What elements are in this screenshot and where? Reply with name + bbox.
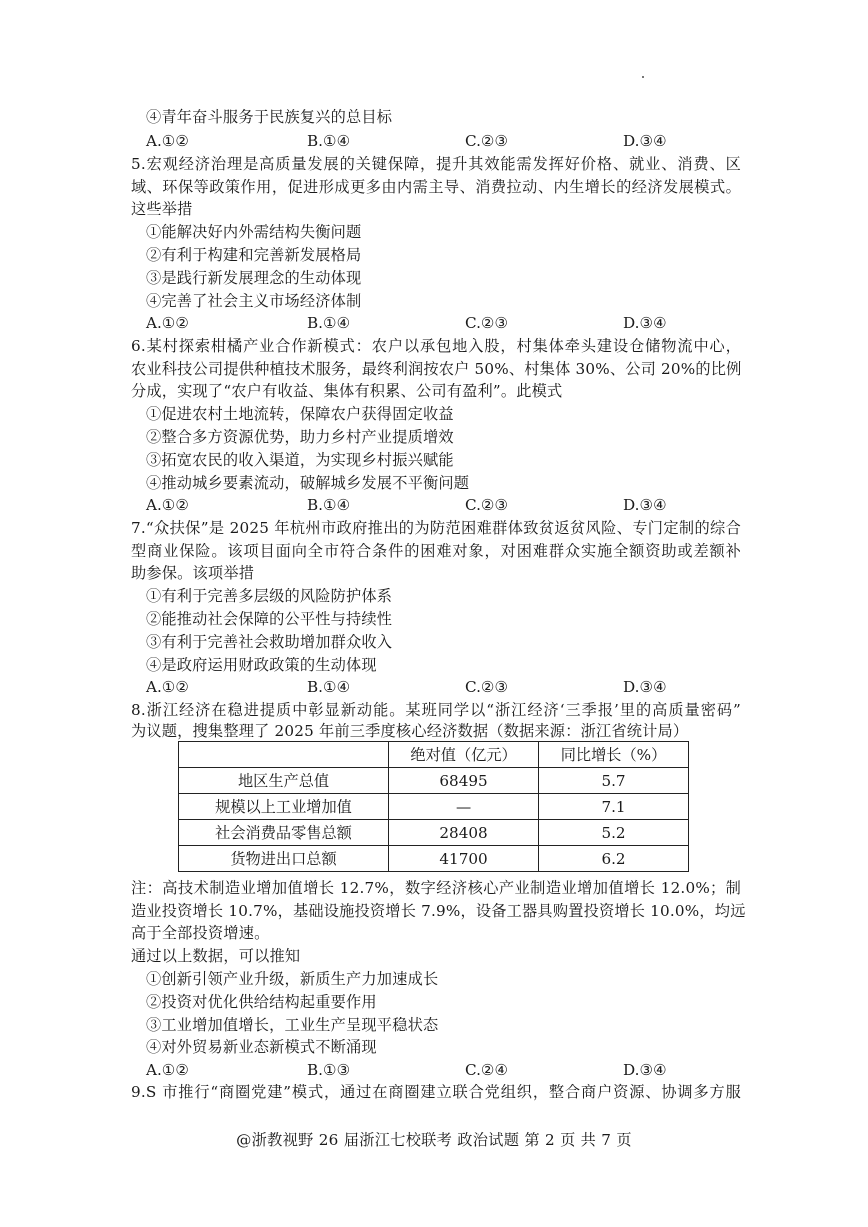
economic-data-table <box>178 741 689 872</box>
table-cell: — <box>389 794 539 820</box>
choice-a: A.①② <box>146 314 190 332</box>
choice-b: B.①④ <box>307 314 351 332</box>
answer-choices <box>146 676 706 698</box>
table-header-cell <box>179 742 389 768</box>
question-5-stem: 域、环保等政策作用，促进形成更多由内需主导、消费拉动、内生增长的经济发展模式。 <box>131 178 741 196</box>
choice-d: D.③④ <box>623 678 667 696</box>
option-line: ④完善了社会主义市场经济体制 <box>146 292 362 310</box>
option-line: ①有利于完善多层级的风险防护体系 <box>146 587 393 605</box>
option-line: ②有利于构建和完善新发展格局 <box>146 246 362 264</box>
choice-b: B.①③ <box>307 1061 351 1079</box>
table-cell: 5.7 <box>539 768 689 794</box>
question-8-stem: 8.浙江经济在稳进提质中彰显新动能。某班同学以“浙江经济‘三季报’里的高质量密码” <box>131 701 741 719</box>
table-header-cell: 绝对值（亿元） <box>389 742 539 768</box>
choice-b: B.①④ <box>307 496 351 514</box>
table-note: 高于全部投资增速。 <box>131 924 270 942</box>
option-line: ②能推动社会保障的公平性与持续性 <box>146 610 393 628</box>
choice-a: A.①② <box>146 678 190 696</box>
page-footer: @浙教视野 26 届浙江七校联考 政治试题 第 2 页 共 7 页 <box>236 1131 632 1149</box>
option-line: ③工业增加值增长，工业生产呈现平稳状态 <box>146 1016 439 1034</box>
scan-speck <box>642 76 644 78</box>
option-line: ④是政府运用财政政策的生动体现 <box>146 656 377 674</box>
question-6-stem: 分成，实现了“农户有收益、集体有积累、公司有盈利”。此模式 <box>131 382 563 400</box>
table-cell: 6.2 <box>539 846 689 872</box>
option-line: ①促进农村土地流转，保障农户获得固定收益 <box>146 405 454 423</box>
table-cell: 41700 <box>389 846 539 872</box>
table-header-cell: 同比增长（%） <box>539 742 689 768</box>
table-cell: 5.2 <box>539 820 689 846</box>
choice-c: C.②③ <box>465 314 509 332</box>
question-5-stem: 5.宏观经济治理是高质量发展的关键保障，提升其效能需发挥好价格、就业、消费、区 <box>131 155 741 173</box>
option-line: ②投资对优化供给结构起重要作用 <box>146 993 377 1011</box>
option-line: ②整合多方资源优势，助力乡村产业提质增效 <box>146 428 454 446</box>
question-7-stem: 助参保。该项举措 <box>131 564 255 582</box>
option-line: ④推动城乡要素流动，破解城乡发展不平衡问题 <box>146 474 470 492</box>
table-cell: 社会消费品零售总额 <box>179 820 389 846</box>
answer-choices <box>146 130 706 152</box>
question-8-stem: 为议题，搜集整理了 2025 年前三季度核心经济数据（数据来源：浙江省统计局） <box>131 722 689 740</box>
table-cell: 68495 <box>389 768 539 794</box>
question-8-prompt: 通过以上数据，可以推知 <box>131 947 301 965</box>
option-line: ①能解决好内外需结构失衡问题 <box>146 223 362 241</box>
answer-choices <box>146 312 706 334</box>
choice-c: C.②③ <box>465 496 509 514</box>
table-note: 注：高技术制造业增加值增长 12.7%，数字经济核心产业制造业增加值增长 12.0%；制 <box>131 879 741 897</box>
answer-choices <box>146 1059 706 1081</box>
table-cell: 货物进出口总额 <box>179 846 389 872</box>
choice-d: D.③④ <box>623 132 667 150</box>
table-cell: 28408 <box>389 820 539 846</box>
question-6-stem: 农业科技公司提供种植技术服务，最终利润按农户 50%、村集体 30%、公司 20%的比例 <box>131 360 742 378</box>
option-line: ①创新引领产业升级，新质生产力加速成长 <box>146 970 439 988</box>
question-9-stem: 9.S 市推行“商圈党建”模式，通过在商圈建立联合党组织，整合商户资源、协调多方服 <box>131 1083 741 1101</box>
choice-a: A.①② <box>146 496 190 514</box>
choice-d: D.③④ <box>623 496 667 514</box>
table-cell: 规模以上工业增加值 <box>179 794 389 820</box>
question-7-stem: 7.“众扶保”是 2025 年杭州市政府推出的为防范困难群体致贫返贫风险、专门定制的综合 <box>131 519 741 537</box>
choice-d: D.③④ <box>623 1061 667 1079</box>
question-6-stem: 6.某村探索柑橘产业合作新模式：农户以承包地入股，村集体牵头建设仓储物流中心， <box>131 337 741 355</box>
question-7-stem: 型商业保险。该项目面向全市符合条件的困难对象，对困难群众实施全额资助或差额补 <box>131 542 741 560</box>
answer-choices <box>146 494 706 516</box>
choice-a: A.①② <box>146 1061 190 1079</box>
option-line: ③有利于完善社会救助增加群众收入 <box>146 633 393 651</box>
option-line: ③是践行新发展理念的生动体现 <box>146 269 362 287</box>
table-note: 造业投资增长 10.7%，基础设施投资增长 7.9%，设备工器具购置投资增长 10.0%，均远 <box>131 902 746 920</box>
choice-c: C.②③ <box>465 678 509 696</box>
table-header-row <box>179 742 689 768</box>
choice-b: B.①④ <box>307 678 351 696</box>
table-row <box>179 846 689 872</box>
option-line: ④对外贸易新业态新模式不断涌现 <box>146 1038 377 1056</box>
option-line: ④青年奋斗服务于民族复兴的总目标 <box>146 108 393 126</box>
question-5-stem: 这些举措 <box>131 200 193 218</box>
table-cell: 地区生产总值 <box>179 768 389 794</box>
choice-c: C.②④ <box>465 1061 509 1079</box>
choice-c: C.②③ <box>465 132 509 150</box>
choice-d: D.③④ <box>623 314 667 332</box>
table-cell: 7.1 <box>539 794 689 820</box>
option-line: ③拓宽农民的收入渠道，为实现乡村振兴赋能 <box>146 451 454 469</box>
table-row <box>179 768 689 794</box>
table-row <box>179 794 689 820</box>
choice-a: A.①② <box>146 132 190 150</box>
table-row <box>179 820 689 846</box>
choice-b: B.①④ <box>307 132 351 150</box>
